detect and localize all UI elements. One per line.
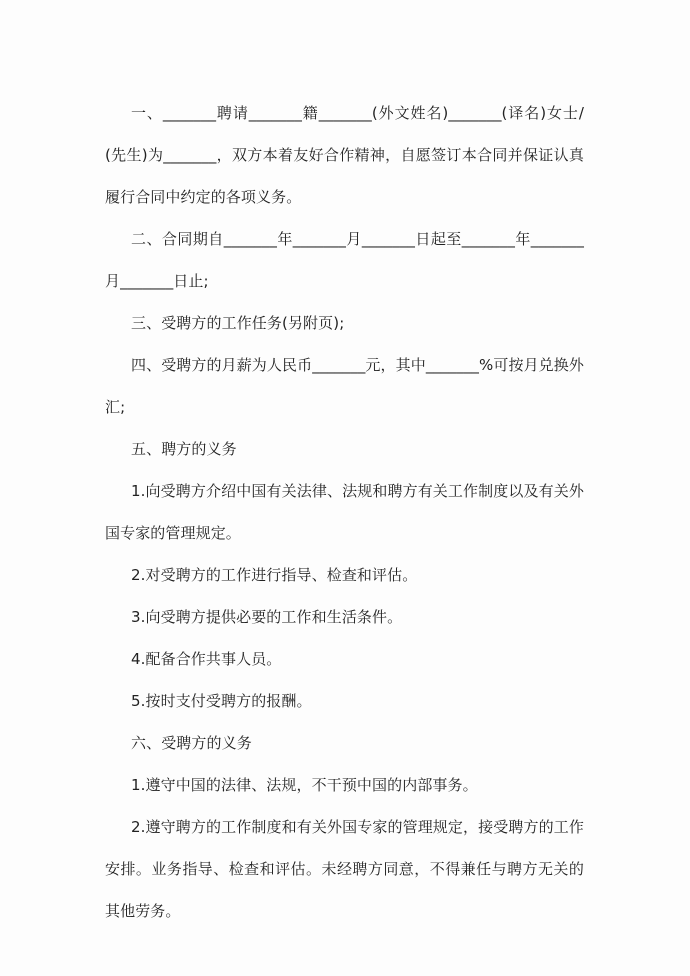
clause-paragraph-3: 三、受聘方的工作任务(另附页); [131, 314, 345, 332]
clause-paragraph-4: 四、受聘方的月薪为人民币_______元，其中_______%可按月兑换外汇; [105, 356, 584, 416]
document-body [105, 92, 584, 932]
clause-6-item-1: 1.遵守中国的法律、法规，不干预中国的内部事务。 [131, 776, 478, 794]
clause-heading-6: 六、受聘方的义务 [131, 734, 252, 752]
clause-paragraph-2: 二、合同期自_______年_______月_______日起至_______年_______月_______日止; [105, 230, 584, 290]
clause-5-item-2: 2.对受聘方的工作进行指导、检查和评估。 [131, 566, 418, 584]
clause-5-item-4: 4.配备合作共事人员。 [131, 650, 282, 668]
clause-paragraph-1: 一、_______聘请_______籍_______(外文姓名)_______(译名)女士/(先生)为_______，双方本着友好合作精神，自愿签订本合同并保证认真履行合同中约定的各项义务。 [105, 104, 584, 206]
clause-5-item-3: 3.向受聘方提供必要的工作和生活条件。 [131, 608, 403, 626]
clause-5-item-1: 1.向受聘方介绍中国有关法律、法规和聘方有关工作制度以及有关外国专家的管理规定。 [105, 482, 584, 542]
clause-heading-5: 五、聘方的义务 [131, 440, 237, 458]
clause-6-item-2: 2.遵守聘方的工作制度和有关外国专家的管理规定，接受聘方的工作安排。业务指导、检查和评估。未经聘方同意，不得兼任与聘方无关的其他劳务。 [105, 818, 584, 920]
clause-5-item-5: 5.按时支付受聘方的报酬。 [131, 692, 312, 710]
